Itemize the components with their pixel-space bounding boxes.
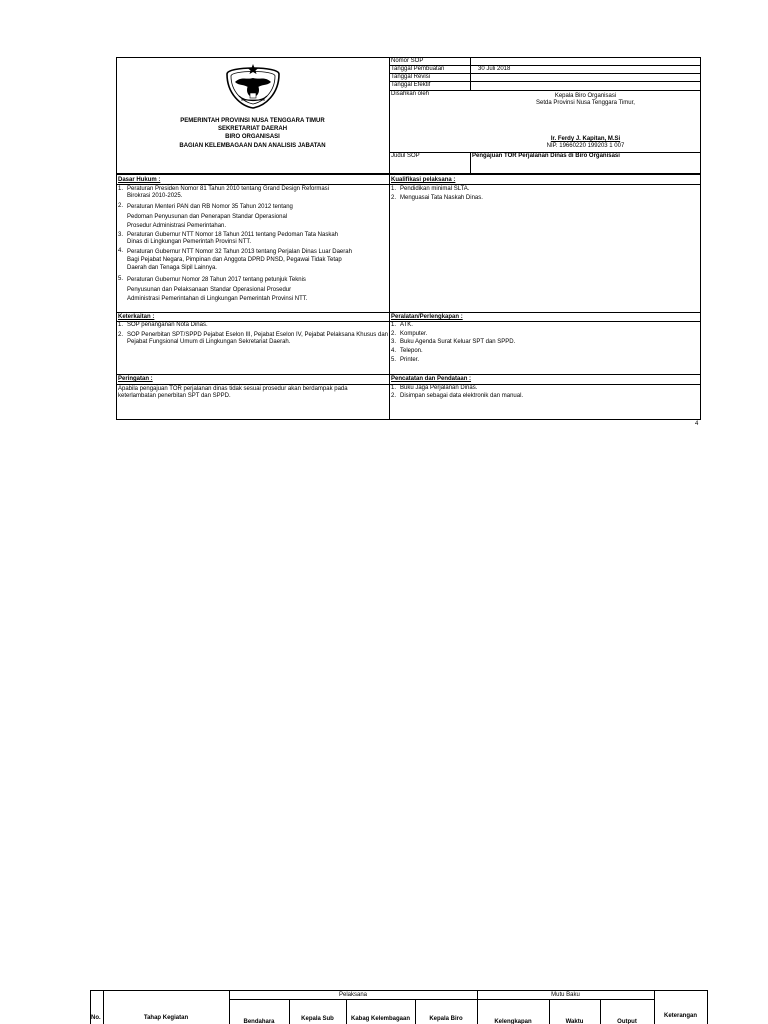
tanggal-pembuatan-label: Tanggal Pembuatan — [391, 66, 445, 72]
org-line-3: BIRO ORGANISASI — [225, 134, 280, 140]
sop-page: PEMERINTAH PROVINSI NUSA TENGGARA TIMUR SEKRETARIAT DAERAH BIRO ORGANISASI BAGIAN KELEMBAGAAN DAN ANALISIS JABATAN Nomor SOP Tanggal Pembuatan 30 Juli 2018 Tanggal Revisi Tanggal Efektif Disahkan oleh Kepala Biro Organisasi Setda Provinsi Nusa Tenggara Timur, Ir. Ferdy J. Kapitan, M.Si NIP. 19660220 199203 1 007 Judul SOP Pengajuan TOR Perjalanan Dinas di Biro Organisasi Dasar Hukum : Kualifikasi pelaksana : 1. Peraturan Presiden Nomor 81 Tahun 2010 tentang Grand Design Reformasi Birokrasi 2010-2025. 2. Peraturan Menteri PAN dan RB Nomor 35 Tahun 2012 tentang Pedoman Penyusunan dan Penerapan Standar Operasional Prosedur Administrasi Pemerintahan. 3. Peraturan Gubernur NTT Nomor 18 Tahun 2011 tentang Pedoman Tata Naskah Dinas di Lingkungan Pemerintah Provinsi NTT. 4. Peraturan Gubernur NTT Nomor 32 Tahun 2013 tentang Perjalan Dinas Luar Daerah Bagi Pejabat Negara, Pimpinan dan Anggota DPRD PNSD, Pegawai Tidak Tetap Daerah dan Tenaga Sipil Lainnya. 5. Peraturan Gubernur Nomor 28 Tahun 2017 tentang petunjuk Teknis Penyusunan dan Pelaksanaan Standar Operasional Prosedur Administrasi Pemerintahan di Lingkungan Pemerintah Provinsi NTT. 1. Pendidikan minimal SLTA. 2. Menguasai Tata Naskah Dinas. Keterkaitan : Peralatan/Perlengkapan : 1. SOP penanganan Nota Dinas. 2. SOP Penerbitan SPT/SPPD Pejabat Eselon III, Pejabat Eselon IV, Pejabat Pelaksana Khusus dan Pejabat Fungsional Umum di Lingkungan Sekretariat Daerah. 1. ATK. 2. Komputer. 3. Buku Agenda Surat Keluar SPT dan SPPD. 4. Telepon. 5. Printer. Peringatan : Pencatatan dan Pendataan : Apabila pengajuan TOR perjalanan dinas tidak sesuai prosedur akan berdampak pada keterlambatan penerbitan SPT dan SPPD. 1. Buku Jaga Perjalanan Dinas. 2. Disimpan sebagai data elektronik dan manual. 4 No. Tahap Kegiatan Pelaksana Mutu Baku Keterangan Bendahara Kepala Sub Kabag Kelembagaan Kepala Biro Kelengkapan Waktu Output — [0, 0, 768, 1024]
dasar-hukum-heading: Dasar Hukum : — [118, 177, 161, 183]
col-waktu: Waktu — [565, 1019, 584, 1024]
list-item: 2. SOP Penerbitan SPT/SPPD Pejabat Eselon III, Pejabat Eselon IV, Pejabat Pelaksana Khusus dan Pejabat Fungsional Umum di Lingkungan Sekretariat Daerah. — [118, 332, 388, 345]
col-kabag-kelembagaan: Kabag Kelembagaan — [350, 1016, 411, 1022]
tanggal-revisi-label: Tanggal Revisi — [391, 74, 431, 80]
col-no: No. — [91, 1015, 101, 1021]
col-bendahara: Bendahara — [243, 1019, 275, 1024]
sign-nip: NIP. 19660220 199203 1 007 — [546, 143, 625, 149]
org-line-2: SEKRETARIAT DAERAH — [217, 126, 288, 132]
nomor-sop-label: Nomor SOP — [391, 58, 424, 64]
list-item: 1. SOP penanganan Nota Dinas. — [118, 322, 208, 328]
col-mutu-baku: Mutu Baku — [551, 992, 580, 998]
meta-divider — [470, 57, 471, 91]
judul-sop-label: Judul SOP — [391, 153, 420, 159]
list-item: 1. Pendidikan minimal SLTA. — [391, 186, 470, 192]
list-item: 4. Peraturan Gubernur NTT Nomor 32 Tahun 2013 tentang Perjalan Dinas Luar Daerah Bagi Pejabat Negara, Pimpinan dan Anggota DPRD PNSD, Pegawai Tidak Tetap Daerah dan Tenaga Sipil Lainnya. — [118, 248, 352, 271]
peringatan-heading: Peringatan : — [118, 376, 153, 382]
list-item: 1. Peraturan Presiden Nomor 81 Tahun 2010 tentang Grand Design Reformasi Birokrasi 2010-2025. — [118, 186, 330, 199]
judul-sop-value: Pengajuan TOR Perjalanan Dinas di Biro Organisasi — [472, 153, 620, 159]
pencatatan-heading: Pencatatan dan Pendataan : — [391, 376, 472, 382]
col-tahap-kegiatan: Tahap Kegiatan — [143, 1015, 189, 1021]
kualifikasi-heading: Kualifikasi pelaksana : — [391, 177, 456, 183]
activity-table — [90, 990, 708, 1024]
sign-title-1: Kepala Biro Organisasi — [554, 93, 617, 99]
org-line-4: BAGIAN KELEMBAGAAN DAN ANALISIS JABATAN — [179, 143, 326, 149]
sign-name: Ir. Ferdy J. Kapitan, M.Si — [550, 136, 621, 142]
list-item: 2. Menguasai Tata Naskah Dinas. — [391, 195, 483, 201]
col-kepala-biro: Kepala Biro — [429, 1016, 463, 1022]
col-kepala-sub: Kepala Sub — [301, 1016, 334, 1022]
org-line-1: PEMERINTAH PROVINSI NUSA TENGGARA TIMUR — [180, 118, 325, 124]
col-output: Output — [617, 1019, 637, 1024]
col-pelaksana: Pelaksana — [338, 992, 368, 998]
tanggal-efektif-label: Tanggal Efektif — [391, 82, 431, 88]
header-divider — [389, 57, 390, 174]
dasar-hukum-list — [118, 186, 388, 304]
tanggal-pembuatan-value: 30 Juli 2018 — [478, 66, 511, 72]
list-item: 3. Peraturan Gubernur NTT Nomor 18 Tahun 2011 tentang Pedoman Tata Naskah Dinas di Lingkungan Pemerintah Provinsi NTT. — [118, 232, 339, 245]
provincial-emblem-icon — [223, 60, 283, 110]
page-number: 4 — [695, 421, 699, 427]
sign-title-2: Setda Provinsi Nusa Tenggara Timur, — [536, 100, 635, 106]
list-item: 2. Peraturan Menteri PAN dan RB Nomor 35 Tahun 2012 tentang Pedoman Penyusunan dan Penerapan Standar Operasional Prosedur Administrasi Pemerintahan. — [118, 203, 293, 229]
peralatan-heading: Peralatan/Perlengkapan : — [391, 314, 463, 320]
disahkan-label: Disahkan oleh — [391, 91, 430, 97]
col-kelengkapan: Kelengkapan — [494, 1019, 532, 1024]
list-item: 5. Peraturan Gubernur Nomor 28 Tahun 2017 tentang petunjuk Teknis Penyusunan dan Pelaksanaan Standar Operasional Prosedur Administrasi Pemerintahan di Lingkungan Pemerintah Provinsi NTT. — [118, 276, 308, 302]
keterkaitan-heading: Keterkaitan : — [118, 314, 155, 320]
col-keterangan: Keterangan — [663, 1013, 697, 1019]
peringatan-text: Apabila pengajuan TOR perjalanan dinas tidak sesuai prosedur akan berdampak pada keterlambatan penerbitan SPT dan SPPD. — [118, 386, 348, 399]
